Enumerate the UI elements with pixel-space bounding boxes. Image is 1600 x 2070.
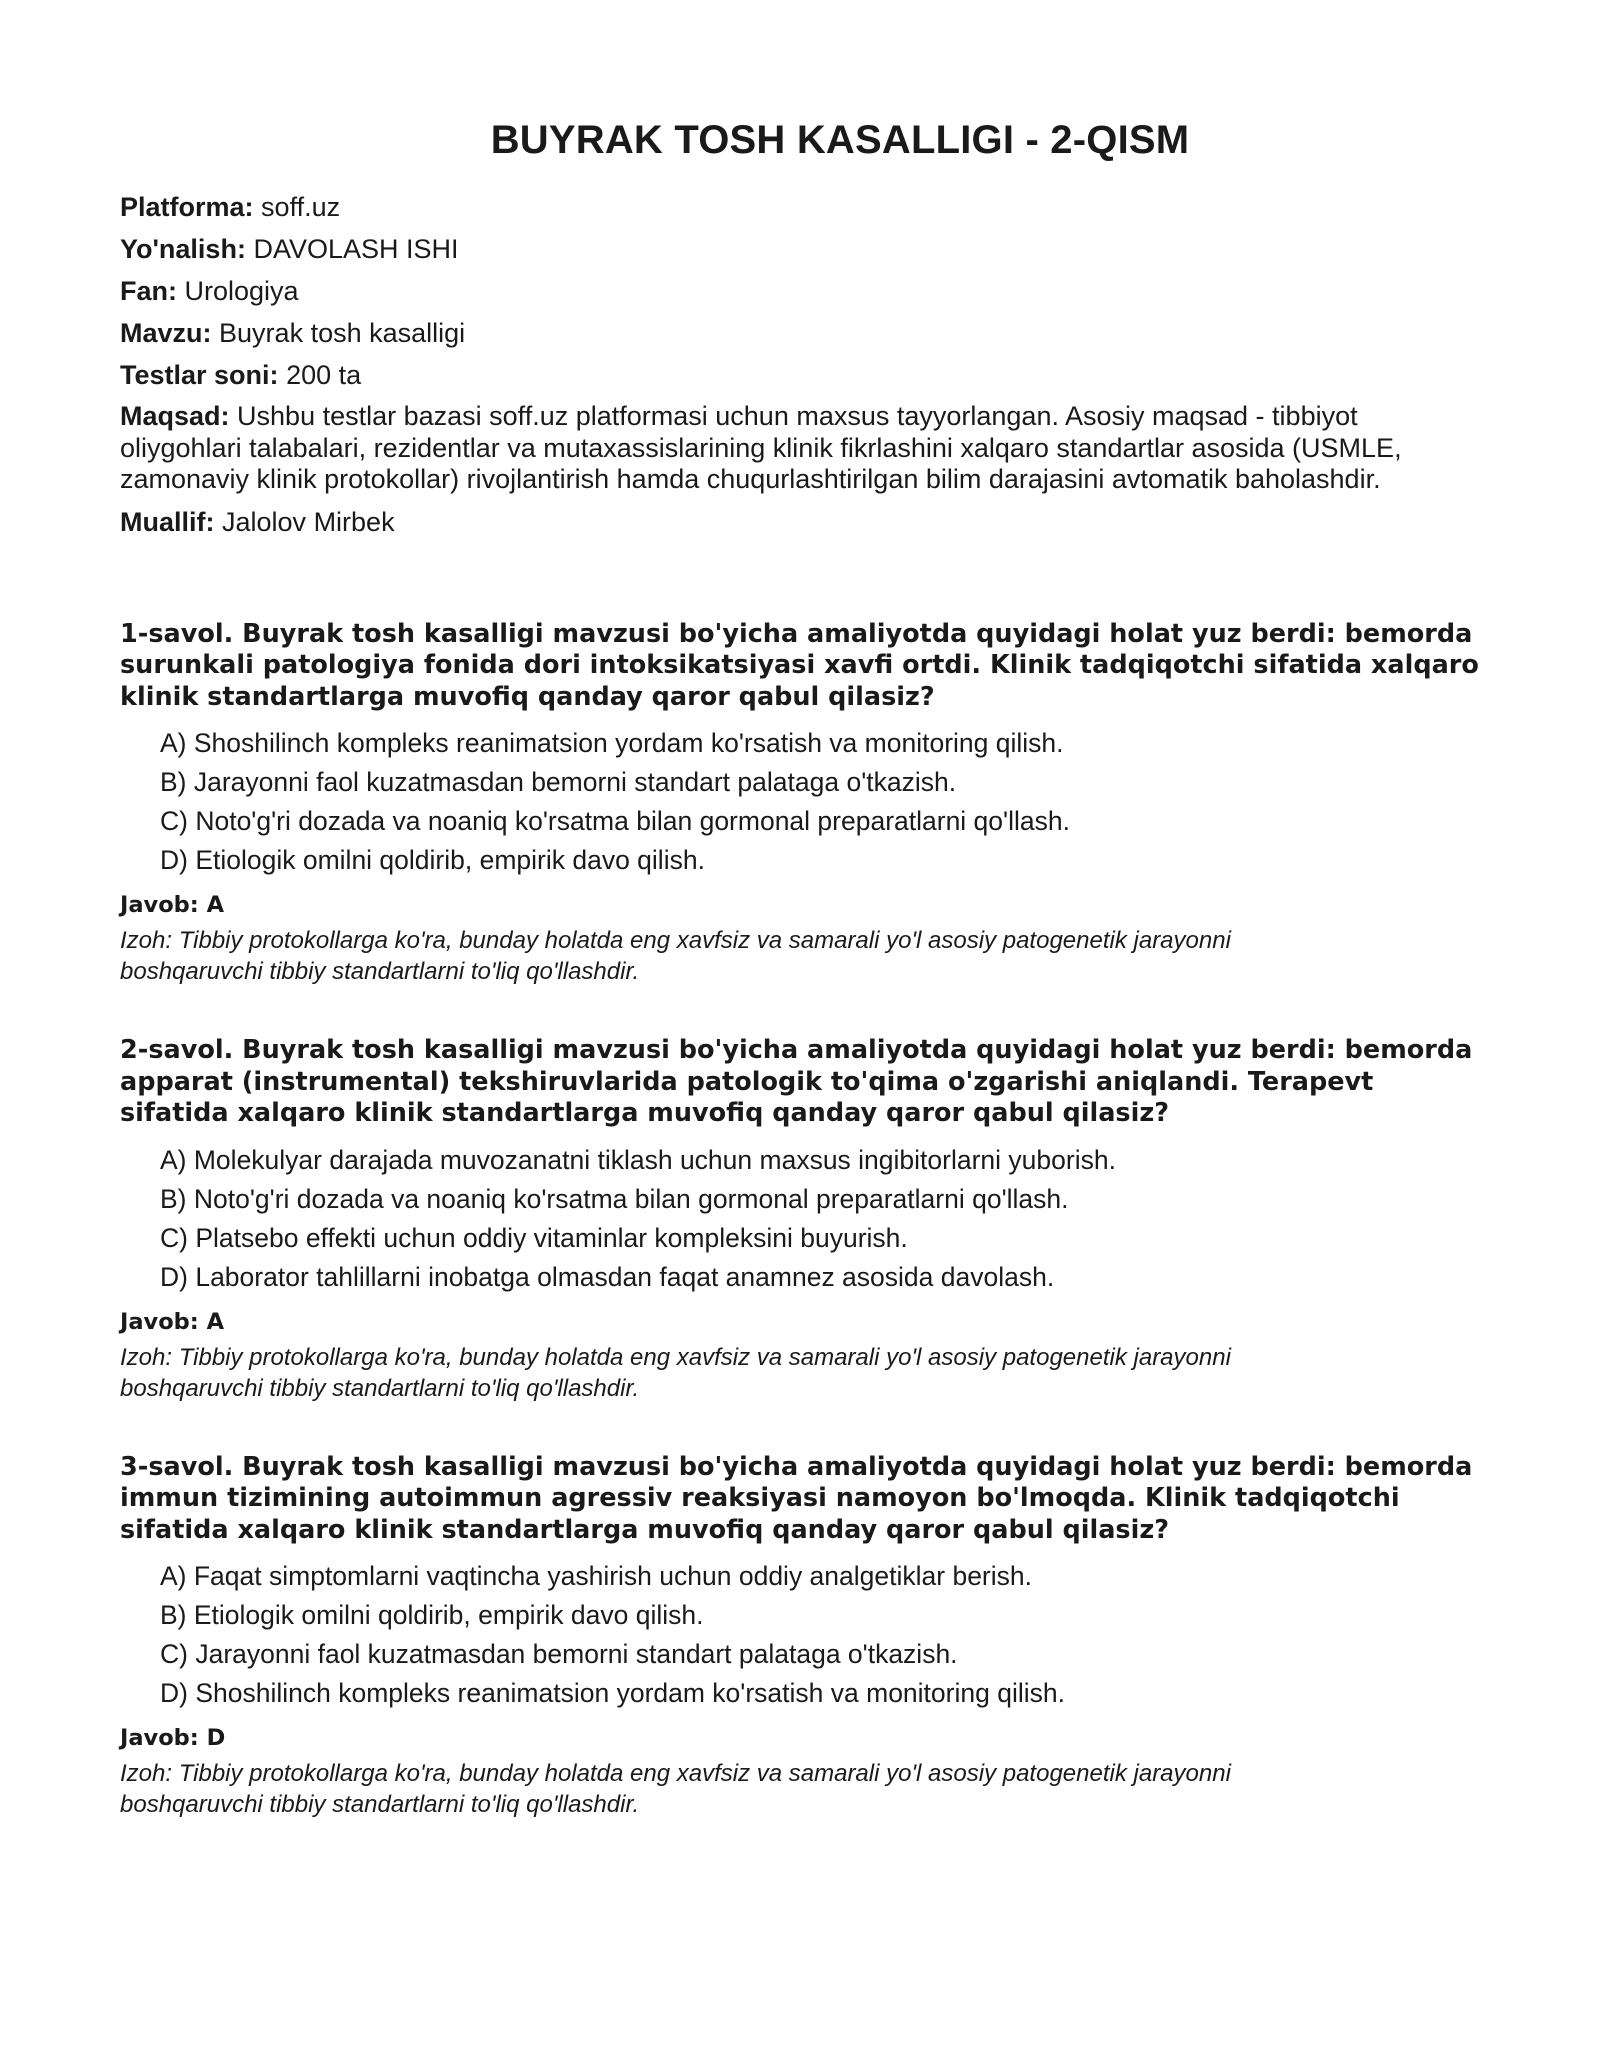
document-page — [120, 118, 1490, 1868]
option-b: B) Etiologik omilni qoldirib, empirik davo qilish. — [160, 1600, 704, 1630]
meta-label: Fan: — [120, 276, 177, 306]
meta-label: Platforma: — [120, 192, 254, 222]
question-item — [120, 1035, 1490, 1404]
meta-value: Urologiya — [184, 276, 299, 306]
answer-label: Javob: A — [120, 892, 225, 918]
option-c: C) Jarayonni faol kuzatmasdan bemorni standart palataga o'tkazish. — [160, 1639, 958, 1669]
meta-topic — [120, 317, 1490, 349]
document-title: BUYRAK TOSH KASALLIGI - 2-QISM — [490, 118, 1190, 162]
meta-direction — [120, 233, 1490, 265]
question-item — [120, 619, 1490, 988]
option-d: D) Etiologik omilni qoldirib, empirik davo qilish. — [160, 845, 705, 875]
option-c: C) Platsebo effekti uchun oddiy vitaminlar kompleksini buyurish. — [160, 1222, 908, 1253]
meta-platform — [120, 191, 1490, 223]
option-a: A) Faqat simptomlarni vaqtincha yashirish uchun oddiy analgetiklar berish. — [160, 1561, 1032, 1591]
meta-value: 200 ta — [286, 360, 362, 390]
options-list — [120, 724, 1490, 880]
meta-value: Buyrak tosh kasalligi — [219, 318, 466, 348]
meta-subject — [120, 275, 1490, 307]
answer-label: Javob: A — [120, 1308, 225, 1335]
explanation-note: Izoh: Tibbiy protokollarga ko'ra, bunday holatda eng xavfsiz va samarali yo'l asosiy patogenetik jarayonni boshqaruvchi tibbiy standartlarni to'liq qo'llashdir. — [120, 1760, 1231, 1818]
question-text: 3-savol. Buyrak tosh kasalligi mavzusi bo'yicha amaliyotda quyidagi holat yuz berdi: bemorda immun tizimining autoimmun agressiv reaksiyasi namoyon bo'lmoqda. Klinik tadqiqotchi sifatida xalqaro klinik standartlarga muvofiq qanday qaror qabul qilasiz? — [120, 1451, 1473, 1545]
option-b: B) Jarayonni faol kuzatmasdan bemorni standart palataga o'tkazish. — [160, 767, 957, 797]
meta-purpose — [120, 401, 1460, 496]
answer-label: Javob: D — [120, 1725, 226, 1751]
questions-list — [120, 619, 1490, 1821]
options-list — [120, 1557, 1490, 1713]
meta-label: Maqsad: — [120, 401, 230, 431]
meta-label: Yo'nalish: — [120, 234, 246, 264]
option-d: D) Shoshilinch kompleks reanimatsion yordam ko'rsatish va monitoring qilish. — [160, 1678, 1065, 1708]
meta-label: Muallif: — [120, 506, 215, 537]
question-text: 1-savol. Buyrak tosh kasalligi mavzusi bo'yicha amaliyotda quyidagi holat yuz berdi: bemorda surunkali patologiya fonida dori intoksikatsiyasi xavfi ortdi. Klinik tadqiqotchi sifatida xalqaro klinik standartlarga muvofiq qanday qaror qabul qilasiz? — [120, 618, 1479, 712]
meta-label: Mavzu: — [120, 318, 212, 348]
option-a: A) Molekulyar darajada muvozanatni tiklash uchun maxsus ingibitorlarni yuborish. — [160, 1144, 1116, 1175]
question-item — [120, 1452, 1490, 1821]
meta-value: DAVOLASH ISHI — [253, 234, 459, 264]
explanation-note: Izoh: Tibbiy protokollarga ko'ra, bunday holatda eng xavfsiz va samarali yo'l asosiy patogenetik jarayonni boshqaruvchi tibbiy standartlarni to'liq qo'llashdir. — [120, 927, 1231, 985]
meta-value: soff.uz — [261, 192, 341, 222]
option-b: B) Noto'g'ri dozada va noaniq ko'rsatma bilan gormonal preparatlarni qo'llash. — [160, 1183, 1069, 1214]
option-a: A) Shoshilinch kompleks reanimatsion yordam ko'rsatish va monitoring qilish. — [160, 728, 1064, 758]
options-list — [120, 1141, 1490, 1297]
meta-value: Jalolov Mirbek — [222, 506, 395, 537]
meta-author — [120, 506, 1490, 538]
option-d: D) Laborator tahlillarni inobatga olmasdan faqat anamnez asosida davolash. — [160, 1261, 1055, 1292]
meta-test-count — [120, 359, 1490, 391]
meta-value: Ushbu testlar bazasi soff.uz platformasi uchun maxsus tayyorlangan. Asosiy maqsad - tibbiyot oliygohlari talabalari, rezidentlar va mutaxassislarining klinik fikrlashini xalqaro standartlar asosida (USMLE, zamonaviy klinik protokollar) rivojlantirish hamda chuqurlashtirilgan bilim darajasini avtomatik baholashdir. — [120, 401, 1402, 494]
metadata-block — [120, 191, 1490, 538]
explanation-note: Izoh: Tibbiy protokollarga ko'ra, bunday holatda eng xavfsiz va samarali yo'l asosiy patogenetik jarayonni boshqaruvchi tibbiy standartlarni to'liq qo'llashdir. — [120, 1343, 1231, 1402]
option-c: C) Noto'g'ri dozada va noaniq ko'rsatma bilan gormonal preparatlarni qo'llash. — [160, 806, 1070, 836]
meta-label: Testlar soni: — [120, 360, 279, 390]
question-text: 2-savol. Buyrak tosh kasalligi mavzusi bo'yicha amaliyotda quyidagi holat yuz berdi: bemorda apparat (instrumental) tekshiruvlarida patologik to'qima o'zgarishi aniqlandi. Terapevt sifatida xalqaro klinik standartlarga muvofiq qanday qaror qabul qilasiz? — [120, 1035, 1473, 1128]
